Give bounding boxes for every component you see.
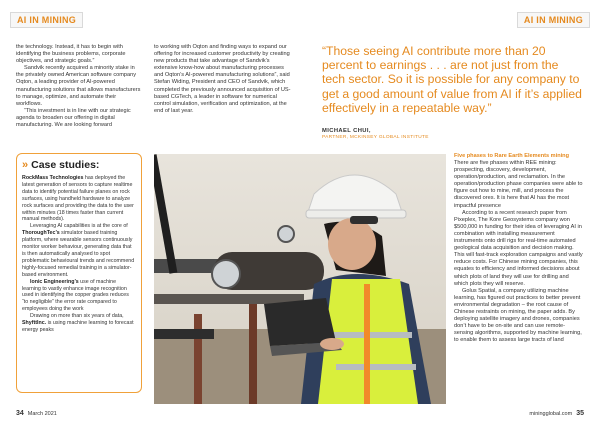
double-chevron-icon: » xyxy=(22,158,29,171)
case-study-text: use of machine learning to vastly enhance image recognition used in identifying the copper grades reduces “to negligible” the error rate compared to employees doing the work xyxy=(22,278,129,313)
company-name: RockMass Technologies xyxy=(22,175,84,181)
face xyxy=(328,218,376,270)
pressure-gauge xyxy=(212,260,240,288)
body-paragraph: the technology. Instead, it has to begin with identifying the business problems, corporate objectives, and strategic goals.” xyxy=(16,44,126,65)
body-paragraph: Sandvik recently acquired a minority stake in the privately owned American software company Oqton, a leading provider of AI-powered manufacturing solutions that allows manufacturers to manage, optimize, and automate their workflows. xyxy=(16,65,141,107)
pipe xyxy=(154,329,214,339)
case-study-text: Drawing on more than six years of data, xyxy=(30,313,124,320)
valve-pipe xyxy=(249,304,257,404)
hand xyxy=(320,338,344,350)
body-column-2 xyxy=(154,44,292,115)
website: miningglobal.com xyxy=(529,410,573,417)
body-column-1 xyxy=(16,44,142,129)
valve-pipe xyxy=(194,314,202,404)
engineer-photo xyxy=(154,154,446,404)
ear-protection xyxy=(350,216,378,224)
issue-date: March 2021 xyxy=(27,410,57,417)
body-paragraph: Golus Spatial, a company utilizing machine learning, has figured out practices to better prevent environmental degradation – the root cause of Chinese restraints on mining, the paper adds. By deploying satellite imagery and drones, companies don’t have to be on-site and can use remote-sensing algorithms, supported by machine learning, to enable them to assess large tracts of land xyxy=(454,287,582,344)
case-study-text: is using machine learning to forecast energy peaks xyxy=(22,320,134,333)
page-number: 34 xyxy=(16,410,24,417)
body-paragraph: According to a recent research paper from Pixeplex, The Kore Geosystems company won $500,000 in funding for their idea of leveraging AI in combination with installing measurement instruments onto drill rigs for real-time automated geological data acquisition and decision making. This will fast-track exploration campaigns and vastly reduce costs. For Chinese mining companies, this equates to efficiency and informed decisions about which plots of land they will use for drilling and which plots they will reserve. xyxy=(454,209,583,287)
reflective-strip xyxy=(332,332,412,338)
section-tab-right: AI IN MINING xyxy=(517,12,590,28)
body-paragraph: There are five phases within REE mining: prospecting, discovery, development, operation/production, and reclamation. In the operation/production phase companies were able to figure out how to mine, mill, and process the discovered ores. It is here that AI has the most impactful presence xyxy=(454,160,583,209)
case-study-text: simulator based training platform, where wearable sensors continuously monitor worker behaviour, generating data that is then automatically analysed to spot problematic behavioural trends and recommend highly-focused remedial training in a simulator-based environment. xyxy=(22,230,135,278)
case-studies-body xyxy=(22,175,136,334)
engineer-illustration xyxy=(154,154,446,404)
section-tab-left: AI IN MINING xyxy=(10,12,83,28)
page-number: 35 xyxy=(576,410,584,417)
right-column xyxy=(454,153,584,344)
company-name: Ionic Engineering’s xyxy=(30,278,79,285)
pull-quote: “Those seeing AI contribute more than 20 percent to earnings . . . are not just from the tech sector. So it is possible for any company to get a good amount of value from AI if it’s applied effectively in a repeatable way.” xyxy=(322,44,582,115)
case-study-paragraph xyxy=(22,279,136,314)
case-study-text: Leveraging AI capabilities is at the core of xyxy=(30,223,128,230)
section-heading: Five phases to Rare Earth Elements mining xyxy=(454,153,570,159)
quote-author-name: MICHAEL CHUI, xyxy=(322,128,371,134)
vest-stripe xyxy=(364,284,370,404)
pressure-gauge xyxy=(278,226,294,242)
case-studies-title: Case studies: xyxy=(31,159,100,171)
body-paragraph: to working with Oqton and finding ways to expand our offering for increased customer productivity by creating new products that take advantage of Sandvik’s extensive know-how about manufacturing processes and Oqton’s AI-powered manufacturing solutions”, said Stefan Widing, President and CEO of Sandvik, which completed the previously announced acquisition of US-based CGTech, a leader in software for numerical control simulation, verification and optimization, at the end of last year. xyxy=(154,44,291,114)
footer-left xyxy=(16,410,57,417)
reflective-strip xyxy=(336,364,416,370)
laptop-screen xyxy=(264,298,336,346)
case-studies-box xyxy=(16,153,142,393)
company-name: ThoroughTec’s xyxy=(22,230,60,237)
company-name: ShyfttInc. xyxy=(22,320,47,327)
body-paragraph: “This investment is in line with our strategic agenda to broaden our offering in digital manufacturing. We are looking forward xyxy=(16,107,131,129)
case-studies-header xyxy=(22,159,136,171)
quote-author-title: PARTNER, MCKINSEY GLOBAL INSTITUTE xyxy=(322,135,429,140)
case-study-paragraph xyxy=(22,223,136,278)
case-study-paragraph xyxy=(22,175,136,223)
case-study-paragraph xyxy=(22,313,136,334)
case-study-text: has deployed the latest generation of sensors to capture realtime data to identify potential failure planes on rock surfaces, using handheld hardware to analyze rock surfaces and providing the data to the user within minutes (18 times faster than current manual methods). xyxy=(22,175,134,223)
footer-right xyxy=(529,410,584,417)
